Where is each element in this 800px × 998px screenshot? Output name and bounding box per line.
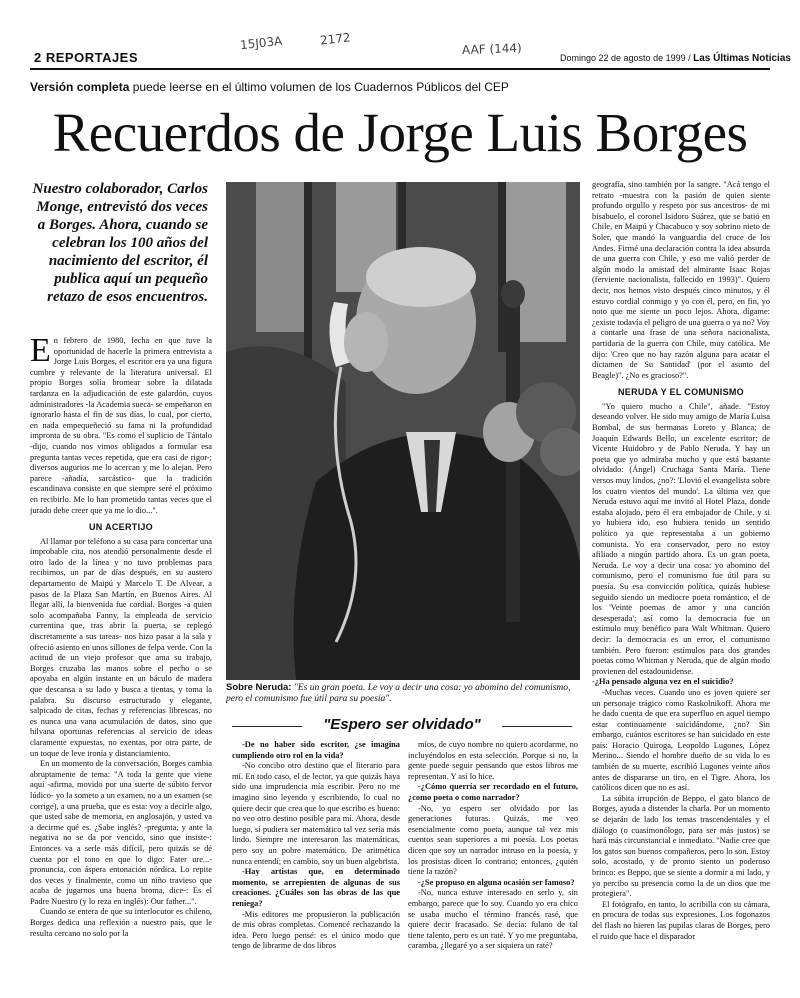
answer: -Mis editores me propusieron la publicación de mis obras completas. Comencé rechazando la idea. Pero luego pensé: es el único modo que tengo de librarme de dos libros: [232, 909, 400, 951]
question: -¿Ha pensado alguna vez en el suicidio?: [592, 677, 734, 687]
header-rule: [30, 68, 770, 70]
page-number: 2: [34, 50, 42, 65]
handwritten-note-2: 2172: [319, 30, 352, 48]
answer: -No, yo espero ser olvidado por las generaciones futuras. Quizás, me veo esencialmente como poeta, aunque tal vez mis cuentos sean superiores a mi poesía. Los poetas dicen que soy un narrador intruso en la poesía, y los prosistas dicen lo contrario; entonces, ¿quién tiene la razón?: [408, 803, 578, 877]
question: -De no haber sido escritor, ¿se imagina cumpliendo otro rol en la vida?: [232, 740, 400, 760]
drop-cap: E: [30, 336, 51, 369]
answer: -No, nunca estuve interesado en serlo y, sin embargo, parece que lo soy. Cuando yo era chico se usaba mucho el término francés rasé, que quiere decir fracasado. Se decía: fulano de tal tiene talento, pero es un raté. Y yo me preguntaba, caramba, ¿llegaré yo a ser siquiera un raté?: [408, 888, 578, 951]
date-line: Domingo 22 de agosto de 1999 / Las Últimas Noticias: [560, 53, 791, 64]
lead-paragraph: Nuestro colaborador, Carlos Monge, entrevistó dos veces a Borges. Ahora, cuando se celebran los 100 años del nacimiento del escritor, él publica aquí un pequeño retazo de esos encuentros.: [32, 181, 208, 305]
borges-photo: [226, 182, 580, 680]
newspaper-name: Las Últimas Noticias: [693, 53, 791, 64]
interview-box-title: "Espero ser olvidado": [232, 716, 572, 734]
page-title: Recuerdos de Jorge Luis Borges: [52, 102, 748, 163]
question: -¿Cómo querría ser recordado en el futuro, ¿como poeta o como narrador?: [408, 782, 578, 802]
interview-column-2: [408, 740, 578, 992]
section-name: REPORTAJES: [45, 50, 139, 65]
page-section-header: [34, 50, 138, 65]
question: -Hay artistas que, en determinado momento, se arrepienten de algunas de sus creaciones. ¿Cuáles son las obras de las que reniega?: [232, 867, 400, 908]
photo-caption: Sobre Neruda: "Es un gran poeta. Le voy a decir una cosa: yo abomino del comunismo, pero el comunismo fue útil para su poesía".: [226, 682, 571, 704]
photo-illustration: [226, 182, 580, 680]
subhead-neruda: NERUDA Y EL COMUNISMO: [618, 387, 744, 398]
handwritten-note-3: AAF (144): [461, 40, 522, 58]
handwritten-note-1: 15J03A: [239, 33, 283, 53]
version-note: Versión completa puede leerse en el último volumen de los Cuadernos Públicos del CEP: [30, 80, 509, 94]
answer: míos, de cuyo nombre no quiero acordarme, no incluyéndolos en esta selección. Porque si no, la gente puede seguir pensando que estos libros me representan. Y así lo hice.: [408, 740, 578, 781]
subhead-acertijo: UN ACERTIJO: [89, 522, 153, 533]
question: -¿Se propuso en alguna ocasión ser famoso?: [418, 877, 575, 887]
article-column-1: En febrero de 1980, fecha en que tuve la oportunidad de hacerle la primera entrevista a Jorge Luis Borges, el escritor era ya una figura cumbre y relevante de la literatura universal. El propio Borges solía bromear sobre la dilatada tardanza en la adjudicación de este galardón, cuyos administradores -la Academia sueca- se empeñaron en ignorarlo hasta el fin de sus días, lo cual, por cierto, en nada empequeñeció su fama ni la profundidad impronta de su obra. "Es como el suplicio de Tántalo -dijo, cuando nos vimos obligados a formular esa pregunta tantas veces repetida, que era casi de rigor-; diversos augurios me lo acercan y me lo alejan. Pero parece -añadía, sarcástico- que la tradición escandinava consiste en que siempre seré el próximo en recibirlo. Me lo han prometido tantas veces que el jurado debe creer que ya me lo dio...". UN ACERTIJO Al llamar por teléfono a su casa para concertar una improbable cita, nos atendió personalmente desde el otro lado de la línea y no tuvo problemas para recibirnos, un par de días después, en su austero departamento de Maipú y Marcelo T. De Alvear, a pasos de la Plaza San Martín, en Buenos Aires. Al llegar allí, la bienvenida fue cordial. Borges -a quien solo acompañaba Fanny, la empleada de servicio currentina que, tras abrir la puerta, se replegó discretamente a sus tareas- nos hizo pasar a la sala y ofreció asiento en unos sillones de felpa verde. Con la actitud de un viejo profesor que ama su trabajo, Borges cruzaba las manos sobre el pecho o se apoyaba en algún instante en un báculo de madera que descansa a su lado y busca a tientas, y toma la palabra. Su discurso estructurado y elegante, salpicado de citas, fechas y referencias librescas, no es nunca una vana acumulación de datos, sino que hilvana oportunas referencias al servicio de ideas claramente expuestas, no exentas, por otra parte, de un toque de leve ironía y distanciamiento. En un momento de la conversación, Borges cambia abruptamente de tema: "A toda la gente que viene aquí -afirma, movido por una suerte de súbito fervor lúdico- yo la someto a un examen, no a un examen (se corrige), a una prueba, que es esta: voy a decirle algo, que usted sabe de memoria, en anglosajón, y usted va a decirme qué es. ¿Sabe inglés? -pregunta, y ante la negativa no se da por vencido, sino que insiste-: Entonces va a serle más difícil, pero quizás se dé cuenta por el tono en que lo digo: Fater ure...-pronuncia, con áspera entonación nórdica. Lo repite dos veces y finalmente, como un niño travieso que acaba de jugarnos una buena broma, dice-: Es el Padre Nuestro (y lo reza en inglés): Our father...". Cuando se entera de que su interlocutor es chileno, Borges dedica una reflexión a nuestro país, que le resulta cercano no solo por la: [30, 336, 212, 938]
article-column-4: geografía, sino también por la sangre. "Acá tengo el retrato -muestra con la pasión de quien siente profundo orgullo y respeto por sus ancestros- de mi bisabuelo, el coronel Isidoro Suárez, que se batió en Chile, en Maipú y Chacabuco y soy sobrino nieto de Soler, que mandó la vanguardia del cruce de los Andes. Firmé una declaración contra la idea absurda de una guerra con Chile, y eso me valió perder de algún modo la amistad del almirante Isaac Rojas (ferviente nacionalista, fallecido en 1993)". Quiero decir, nos hemos visto después cinco minutos, y él estuvo cordial conmigo y yo con él, pero, en fin, yo noto que me siente un poco lejos. Ahora, dígame: ¿existe todavía el peligro de una guerra o ya no? Voy a contarle una frase de una señora nacionalista, partidaria de la guerra con Chile, muy católica. Me dijo: 'Creo que no hay razón alguna para acatar el dictamen de Su Santidad' (por el asunto del Beagle)". ¿No es gracioso?". NERUDA Y EL COMUNISMO "Yo quiero mucho a Chile", añade. "Estoy deseando volver. He sido muy amigo de María Luisa Bombal, de sus hermanas Loreto y Blanca; de Joaquín Edwards Bello, un excelente escritor; de Vicente Huidobro y de Pablo Neruda. Y hay un poeta que yo admiraba mucho y que está bastante olvidado: (Ángel) Cruchaga Santa María. Tiene versos muy lindos, ¿no?: 'Llovió el evangelista sobre los cuatro vientos del mundo'. La última vez que Neruda estuvo aquí me invitó al Hotel Plaza, donde estaba alojado, pero él era embajador de Chile, y si yo hubiera ido, eso hubiera tenido un sentido político ya que representaba a un gobierno comunista. Yo era conservador, pero no estoy afiliado a ningún partido ahora. Es un gran poeta, Neruda. Le voy a decir una cosa: yo abomino del comunismo, pero el comunismo fue útil para su poesía. Su esa convicción política, quizás hubiese seguido siendo un mediocre poeta romántico, el de los 'Veinte poemas de amor y una canción desesperada'; así como la democracia fue un estímulo muy benéfico para Walt Whitman. Quiero decir: la democracia es un error, el comunismo también. Pero fueron: estímulos para dos grandes poetas como Whitman y Neruda, que de algún modo provienen del estadounidense. -¿Ha pensado alguna vez en el suicidio? -Muchas veces. Cuando uno es joven quiere ser un personaje trágico como Raskolnikoff. Ahora me he dado cuenta de que era superfluo en aquel tiempo estar continuamente suicidándome, ¿no? Sin embargo, cuántos escritores se han suicidado en este país: Horacio Quiroga, Leopoldo Lugones, López Merino... Siendo el hombre dueño de su vida lo es también de su muerte, escribió Lugones veinte años antes de dispararse un tiro, en el Tigre. Ahora, los católicos dicen que no es así. La súbita irrupción de Beppo, el gato blanco de Borges, ayuda a distender la charla. Por un momento se dejarán de lado los temas trascendentales y el diálogo (o cuasimonólogo, para ser más justos) se hará más circunstancial e inmediato. "Nadie cree que los gatos son buenos compañeros, pero lo son. Estoy solo, acostado, y de pronto siento un poderoso brinco: es Beppo, que se siente a dormir a mi lado, y yo percibo su presencia como la de un dios que me protegiera". El fotógrafo, en tanto, lo acribilla con su cámara, en procura de todas sus expresiones. Los fogonazos del flash no hieren las pupilas claras de Borges, pero el ruido que hace el disparador: [592, 180, 770, 941]
issue-date: Domingo 22 de agosto de 1999: [560, 53, 686, 63]
answer: -No concibo otro destino que el literario para mí. En todo caso, el de lector, ya que quizás haya sido una imprudencia mía escribir. Pero no me imagino sino leyendo y escribiendo, lo cual no quiere decir que crea que lo que escribo es bueno: no veo otro destino posible para mí. Ahora, desde luego, si pudiera ser matemático tal vez sería más lindo. Siempre me interesaron las matemáticas, pero soy un pobre matemático. De aritmética nunca entendí; en cambio, soy un buen algebrista.: [232, 761, 400, 866]
interview-column-1: [232, 740, 400, 992]
